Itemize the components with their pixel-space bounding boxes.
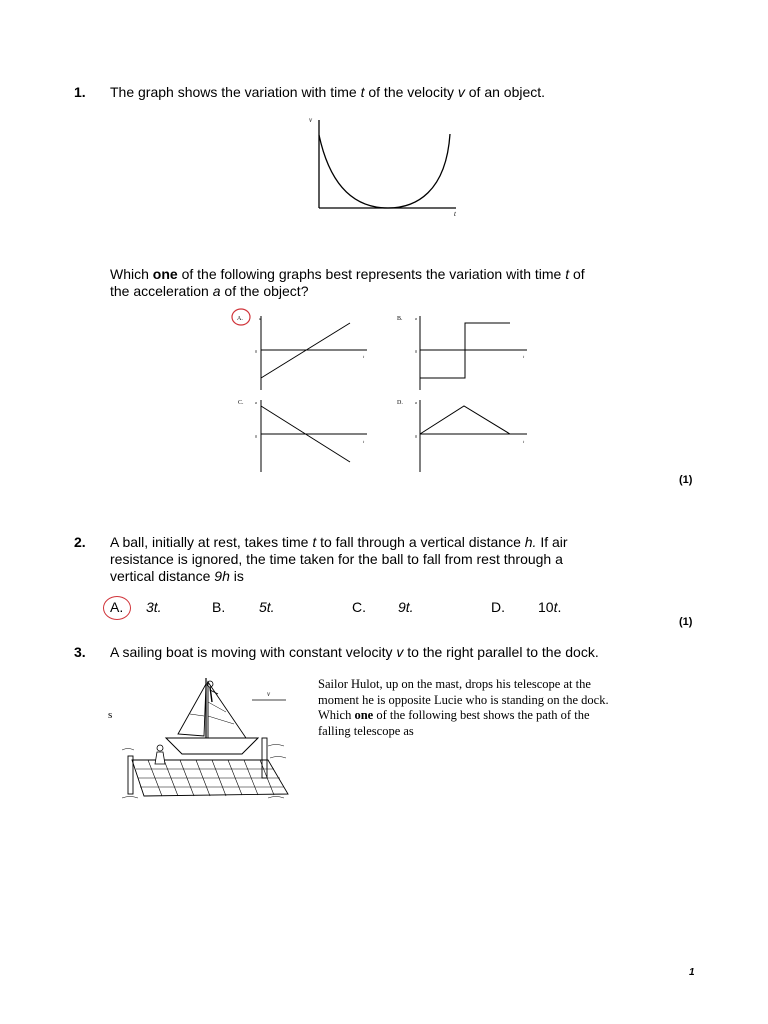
q1-velocity-time-graph <box>300 110 470 222</box>
q1-number: 1. <box>74 84 86 100</box>
option-c-y-label: a <box>255 400 257 405</box>
option-a-letter: A. <box>237 316 243 322</box>
q3-var-v: v <box>396 644 404 660</box>
q2-option-c-value[interactable]: 9t. <box>398 599 414 615</box>
option-d-x-label: t <box>523 439 525 444</box>
velocity-curve <box>319 134 450 208</box>
q2-option-b-letter[interactable]: B. <box>212 599 226 615</box>
right-sail <box>208 682 246 738</box>
option-d-triangle <box>420 406 510 434</box>
q2-option-d-letter[interactable]: D. <box>491 599 505 615</box>
velocity-label: v <box>267 690 271 698</box>
q3-desc-bold: one <box>354 708 374 722</box>
q2-line3 <box>110 568 244 586</box>
q1-question-var-a: a <box>212 283 221 299</box>
left-sail <box>178 684 206 736</box>
q3-desc-line2: moment he is opposite Lucie who is standing on the dock. <box>318 692 609 707</box>
option-b-y-label: a <box>415 316 417 321</box>
q2-line1 <box>110 534 568 552</box>
q2-text: is <box>229 568 244 584</box>
q3-desc-line4: falling telescope as <box>318 723 414 738</box>
q2-text: A ball, initially at rest, takes time <box>110 534 313 550</box>
q1-question-text: of the object? <box>220 283 309 299</box>
q1-question-line2 <box>110 283 308 301</box>
q2-option-d-num: 10 <box>538 599 554 615</box>
option-c-letter: C. <box>238 400 244 406</box>
q3-text: A sailing boat is moving with constant velocity <box>110 644 397 660</box>
q3-desc-text: Which <box>318 708 355 722</box>
q2-number: 2. <box>74 534 86 550</box>
q2-text: If air <box>536 534 568 550</box>
q3-statement <box>110 644 599 662</box>
q2-option-d-value[interactable] <box>538 599 561 615</box>
option-b-origin: 0 <box>415 349 417 354</box>
q2-var-9h: 9h <box>214 568 230 584</box>
option-d-origin: 0 <box>415 434 417 439</box>
q3-desc-text: of the following best shows the path of the <box>373 708 590 722</box>
q2-option-c-letter[interactable]: C. <box>352 599 366 615</box>
option-c-x-label: t <box>363 439 365 444</box>
option-c-origin: 0 <box>255 434 257 439</box>
q1-question-line1 <box>110 266 585 284</box>
q1-statement <box>110 84 545 102</box>
q2-marks: (1) <box>679 616 693 628</box>
q3-stray-mark: s <box>108 709 113 721</box>
option-d-y-label: a <box>415 400 417 405</box>
graph-x-label: t <box>454 210 456 218</box>
q2-text: vertical distance <box>110 568 215 584</box>
q1-question-text: the acceleration <box>110 283 213 299</box>
option-a-graph[interactable] <box>232 309 367 390</box>
option-d-graph[interactable] <box>397 400 527 472</box>
q2-option-b-value[interactable]: 5t. <box>259 599 275 615</box>
q1-marks: (1) <box>679 474 693 486</box>
option-a-y-label: a <box>259 316 261 321</box>
q2-option-d-var: t <box>553 599 558 615</box>
q2-option-a-letter[interactable]: A. <box>110 599 124 615</box>
q1-options-graphs <box>225 302 535 480</box>
q2-var-h: h. <box>524 534 537 550</box>
q1-question-bold: one <box>152 266 178 282</box>
q3-number: 3. <box>74 644 86 660</box>
sailboat-illustration <box>118 672 298 804</box>
option-d-letter: D. <box>397 400 403 406</box>
q1-question-var-t: t <box>565 266 570 282</box>
q1-text-mid: of the velocity <box>364 84 458 100</box>
q1-question-text: Which <box>110 266 153 282</box>
q2-option-d-end: . <box>557 599 562 615</box>
graph-y-label: v <box>309 116 313 124</box>
option-a-origin: 0 <box>255 349 257 354</box>
q2-line2: resistance is ignored, the time taken for the ball to fall from rest through a <box>110 551 563 567</box>
q3-desc-line3 <box>318 708 609 724</box>
q2-var-t: t <box>312 534 317 550</box>
q1-question-text: of the following graphs best represents the variation with time <box>177 266 566 282</box>
boat-hull <box>166 738 258 754</box>
q2-option-a-value[interactable]: 3t. <box>146 599 162 615</box>
option-b-x-label: t <box>523 354 525 359</box>
q1-var-v: v <box>457 84 465 100</box>
q3-text: to the right parallel to the dock. <box>403 644 599 660</box>
option-c-graph[interactable] <box>238 400 367 472</box>
option-b-graph[interactable] <box>397 316 527 390</box>
q3-description <box>318 677 609 739</box>
option-a-x-label: t <box>363 354 365 359</box>
lucie-head <box>157 745 163 751</box>
lucie-dress <box>155 752 165 764</box>
option-b-letter: B. <box>397 316 403 322</box>
page-number: 1 <box>689 967 695 978</box>
q1-text-before: The graph shows the variation with time <box>110 84 361 100</box>
q2-text: to fall through a vertical distance <box>316 534 525 550</box>
q1-question-text: of <box>569 266 585 282</box>
q3-desc-line1: Sailor Hulot, up on the mast, drops his telescope at the <box>318 677 591 691</box>
q1-var-t: t <box>360 84 365 100</box>
q1-text-after: of an object. <box>464 84 546 100</box>
